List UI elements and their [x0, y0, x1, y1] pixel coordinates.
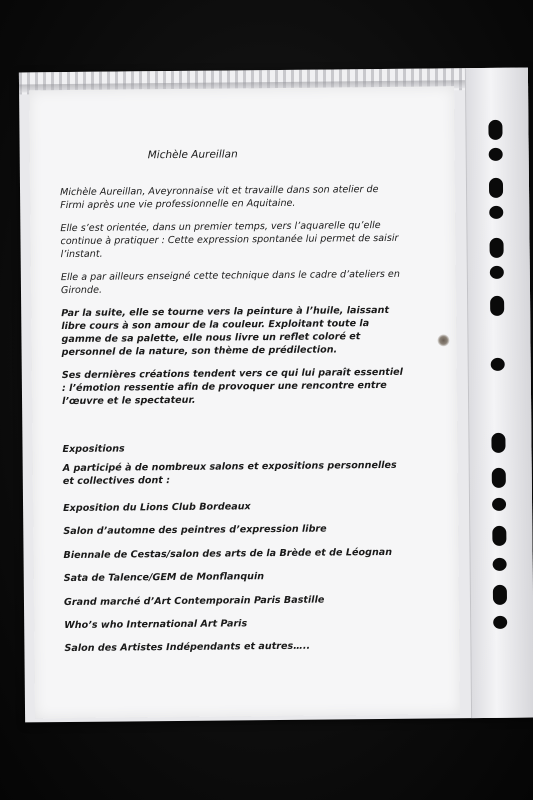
- binder-hole: [491, 433, 505, 453]
- expositions-list: [63, 499, 393, 666]
- exposition-item: Biennale de Cestas/salon des arts de la Brède et de Léognan: [63, 546, 393, 561]
- printed-sheet: [29, 86, 460, 718]
- expositions-intro: A participé à de nombreux salons et expositions personnelles et collectives dont :: [62, 459, 397, 488]
- punched-hole-strip: [465, 68, 533, 719]
- binder-hole: [492, 498, 506, 511]
- biography-paragraph: Elle a par ailleurs enseigné cette technique dans le cadre d’ateliers en Gironde.: [60, 268, 400, 297]
- biography-paragraph: Michèle Aureillan, Aveyronnaise vit et travaille dans son atelier de Firmi après une vie professionnelle en Aquitaine.: [59, 184, 379, 212]
- exposition-item: Salon d’automne des peintres d’expression libre: [63, 523, 327, 538]
- exposition-item: Exposition du Lions Club Bordeaux: [63, 501, 251, 515]
- binder-hole: [491, 358, 505, 371]
- biography-paragraph: Ses dernières créations tendent vers ce qui lui paraît essentiel : l’émotion ressentie afin de provoquer une rencontre entre l’œuvre et le spectateur.: [61, 366, 403, 408]
- exposition-item: Salon des Artistes Indépendants et autres…..: [64, 641, 311, 655]
- binder-hole: [489, 178, 503, 198]
- exposition-item: Who’s who International Art Paris: [64, 618, 248, 632]
- binder-hole: [490, 296, 504, 316]
- plastic-sleeve: [19, 68, 533, 723]
- binder-hole: [493, 585, 507, 605]
- binder-hole: [489, 148, 503, 161]
- exposition-item: Grand marché d’Art Contemporain Paris Bastille: [63, 594, 325, 608]
- biography-paragraph: Par la suite, elle se tourne vers la peinture à l’huile, laissant libre cours à son amour de la couleur. Exploitant toute la gamme de sa palette, elle nous livre un reflet coloré et personnel de la nature, son thème de prédilection.: [61, 304, 390, 359]
- binder-hole: [493, 616, 507, 629]
- binder-hole: [490, 238, 504, 258]
- biography-text: [60, 183, 407, 418]
- biography-paragraph: Elle s’est orientée, dans un premier temps, vers l’aquarelle qu’elle continue à pratiquer : Cette expression spontanée lui permet de saisir l’instant.: [60, 219, 399, 261]
- document-title: Michèle Aureillan: [147, 148, 238, 162]
- binder-hole: [492, 468, 506, 488]
- expositions-heading: Expositions: [62, 443, 125, 456]
- smudge-mark: [437, 334, 449, 346]
- binder-hole: [490, 266, 504, 279]
- binder-hole: [489, 206, 503, 219]
- binder-hole: [488, 120, 502, 140]
- binder-hole: [492, 526, 506, 546]
- binder-hole: [493, 558, 507, 571]
- exposition-item: Sata de Talence/GEM de Monflanquin: [63, 571, 265, 585]
